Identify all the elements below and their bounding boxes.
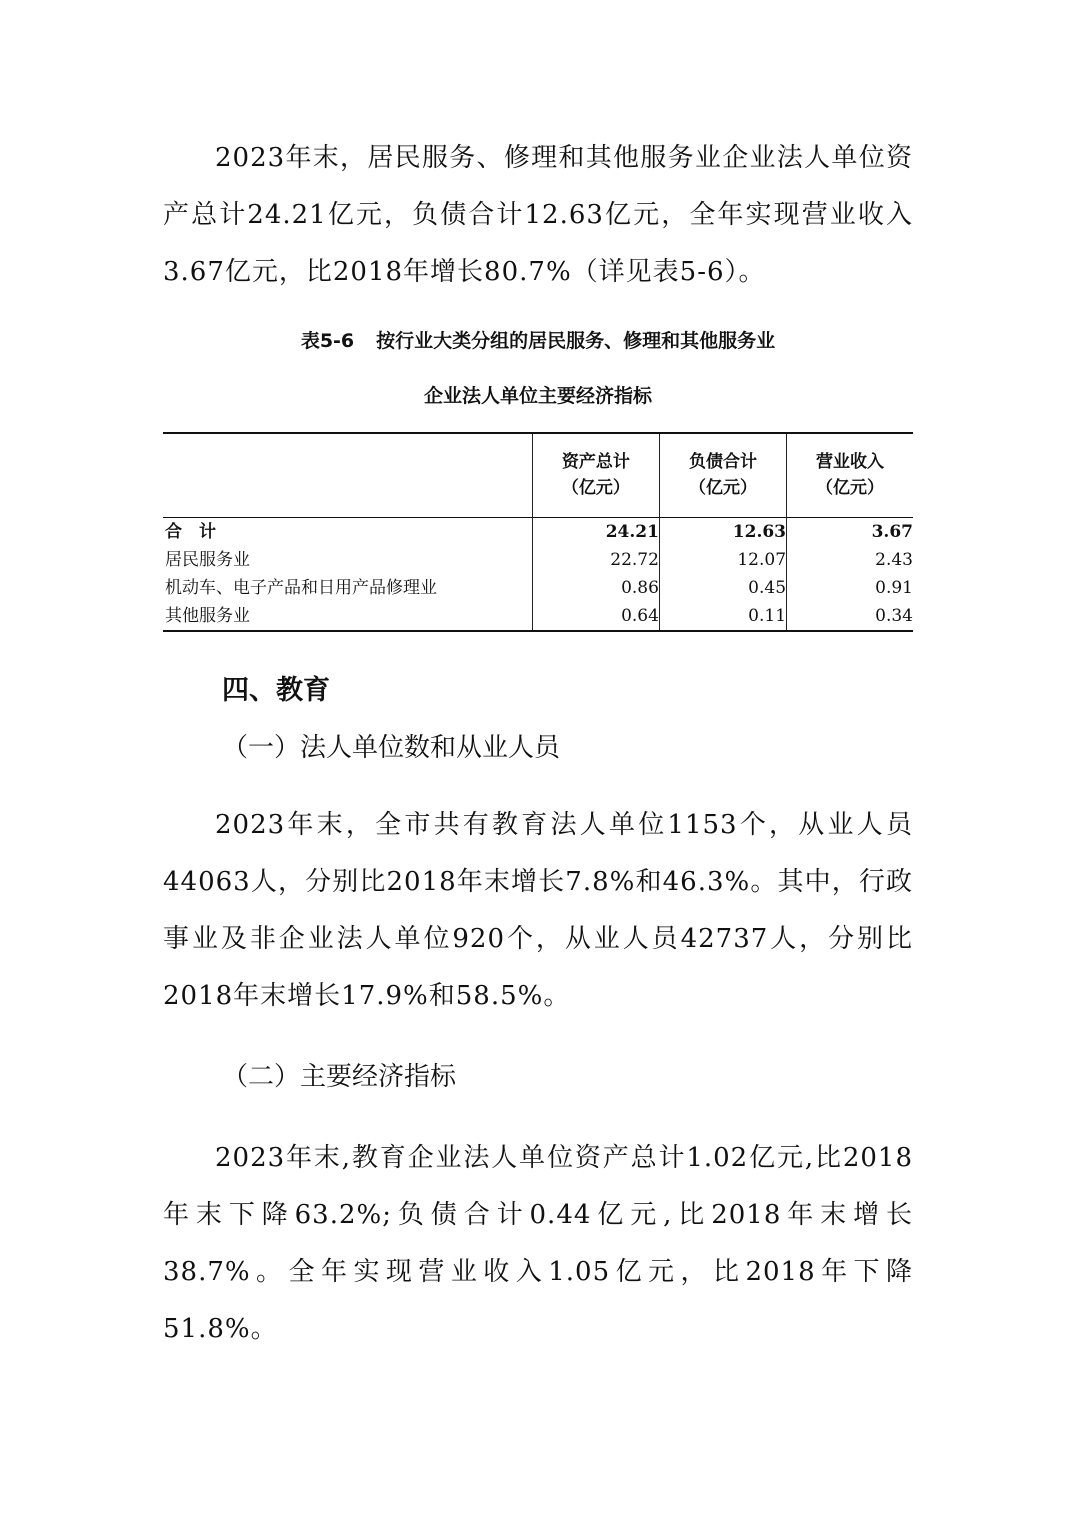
table-title-line1: 按行业大类分组的居民服务、修理和其他服务业 bbox=[376, 330, 776, 352]
subsection-heading-units-staff: （一）法人单位数和从业人员 bbox=[222, 733, 561, 763]
cell-assets: 22.72 bbox=[532, 546, 659, 574]
table-header-row bbox=[163, 433, 913, 517]
cell-liabilities: 0.45 bbox=[659, 574, 786, 602]
table-row-total bbox=[163, 517, 913, 546]
row-label: 合 计 bbox=[165, 521, 216, 542]
col-header-name: 资产总计 bbox=[561, 452, 630, 473]
cell-liabilities: 12.63 bbox=[659, 517, 786, 546]
cell-revenue: 2.43 bbox=[787, 546, 913, 574]
col-header-revenue bbox=[787, 433, 913, 517]
cell-revenue: 0.34 bbox=[787, 602, 913, 631]
col-header-name: 营业收入 bbox=[816, 452, 884, 473]
cell-assets: 0.64 bbox=[532, 602, 659, 631]
row-label: 机动车、电子产品和日用产品修理业 bbox=[165, 577, 437, 598]
cell-liabilities: 12.07 bbox=[659, 546, 786, 574]
table-caption-line2: 企业法人单位主要经济指标 bbox=[423, 385, 652, 407]
cell-revenue: 3.67 bbox=[787, 517, 913, 546]
paragraph-education-units: 2023年末，全市共有教育法人单位1153个，从业人员44063人，分别比2018年末增长7.8%和46.3%。其中，行政事业及非企业法人单位920个，从业人员42737人，分别比2018年末增长17.9%和58.5%。 bbox=[163, 810, 913, 1011]
table-stub-header bbox=[163, 433, 532, 517]
table-row bbox=[163, 602, 913, 631]
col-header-name: 负债合计 bbox=[688, 452, 757, 473]
cell-assets: 24.21 bbox=[532, 517, 659, 546]
cell-liabilities: 0.11 bbox=[659, 602, 786, 631]
table-row bbox=[163, 574, 913, 602]
table-row bbox=[163, 546, 913, 574]
cell-assets: 0.86 bbox=[532, 574, 659, 602]
section-heading-education: 四、教育 bbox=[222, 675, 330, 706]
row-label: 居民服务业 bbox=[165, 549, 250, 570]
table-number: 表5-6 bbox=[300, 330, 355, 352]
col-header-unit: （亿元） bbox=[561, 478, 630, 499]
col-header-unit: （亿元） bbox=[816, 478, 884, 499]
col-header-assets bbox=[532, 433, 659, 517]
table-caption bbox=[163, 326, 913, 353]
col-header-unit: （亿元） bbox=[688, 478, 757, 499]
col-header-liabilities bbox=[659, 433, 786, 517]
cell-revenue: 0.91 bbox=[787, 574, 913, 602]
indicator-table bbox=[163, 432, 913, 632]
paragraph-education-economics: 2023年末,教育企业法人单位资产总计1.02亿元,比2018年末下降63.2%;负债合计0.44亿元,比2018年末增长38.7%。全年实现营业收入1.05亿元，比2018年下降51.8%。 bbox=[163, 1143, 913, 1344]
paragraph-services-summary: 2023年末，居民服务、修理和其他服务业企业法人单位资产总计24.21亿元，负债合计12.63亿元，全年实现营业收入3.67亿元，比2018年增长80.7%（详见表5-6）。 bbox=[163, 143, 913, 287]
subsection-heading-economic-indicators: （二）主要经济指标 bbox=[222, 1062, 457, 1092]
row-label: 其他服务业 bbox=[165, 605, 250, 626]
